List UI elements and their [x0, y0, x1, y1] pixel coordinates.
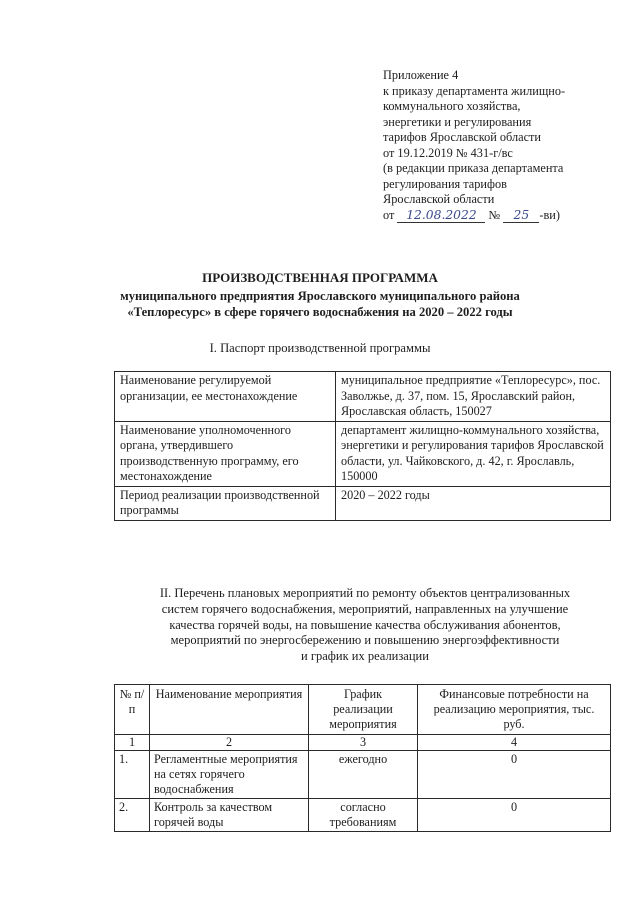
activity-schedule: ежегодно [309, 751, 418, 799]
appendix-line: от 19.12.2019 № 431-г/вс [383, 145, 513, 160]
section-2-heading-line: качества горячей воды, на повышение качества обслуживания абонентов, [169, 617, 561, 632]
passport-value: 2020 – 2022 годы [336, 486, 611, 520]
section-2-heading [105, 586, 625, 665]
row-number: 1. [115, 751, 150, 799]
appendix-line: Ярославской области [383, 192, 495, 206]
appendix-line: (в редакции приказа департамента [383, 161, 564, 175]
activity-cost: 0 [418, 799, 611, 832]
column-numbers-row [115, 735, 611, 751]
column-header-activity: Наименование мероприятия [150, 685, 309, 735]
table-row [115, 751, 611, 799]
table-row [115, 421, 611, 486]
table-header-row [115, 685, 611, 735]
appendix-line: регулирования тарифов [383, 176, 507, 191]
passport-label: Наименование регулируемой организации, ее местонахождение [115, 372, 336, 422]
appendix-block [383, 68, 623, 223]
appendix-line: Приложение 4 [383, 68, 459, 82]
handwritten-date: 12.08.2022 [397, 209, 485, 223]
table-row [115, 486, 611, 520]
appendix-line: тарифов Ярославской области [383, 130, 542, 144]
passport-value: департамент жилищно-коммунального хозяйства, энергетики и регулирования тарифов Ярославской области, ул. Чайковского, д. 42, г. Ярославль, 150000 [336, 421, 611, 486]
activities-table [114, 684, 611, 832]
activity-name: Контроль за качеством горячей воды [150, 799, 309, 832]
program-subtitle-line-1: муниципального предприятия Ярославского муниципального района [120, 289, 520, 303]
handwritten-number: 25 [503, 209, 539, 223]
program-title: ПРОИЗВОДСТВЕННАЯ ПРОГРАММА [202, 270, 438, 285]
passport-value: муниципальное предприятие «Теплоресурс», пос. Заволжье, д. 37, пом. 15, Ярославский район, Ярославская область, 150027 [336, 372, 611, 422]
table-row [115, 799, 611, 832]
activity-cost: 0 [418, 751, 611, 799]
appendix-line: энергетики и регулирования [383, 114, 532, 129]
passport-table [114, 371, 611, 521]
column-header-cost: Финансовые потребности на реализацию мероприятия, тыс. руб. [418, 685, 611, 735]
column-number: 2 [150, 735, 309, 751]
order-suffix: -ви) [539, 207, 560, 222]
column-number: 1 [115, 735, 150, 751]
column-header-schedule: График реализации мероприятия [309, 685, 418, 735]
passport-label: Период реализации производственной программы [115, 486, 336, 520]
column-number: 4 [418, 735, 611, 751]
activity-name: Регламентные мероприятия на сетях горячего водоснабжения [150, 751, 309, 799]
column-header-number: № п/п [115, 685, 150, 735]
column-number: 3 [309, 735, 418, 751]
table-row [115, 372, 611, 422]
row-number: 2. [115, 799, 150, 832]
activity-schedule: согласно требованиям [309, 799, 418, 832]
program-subtitle-line-2: «Теплоресурс» в сфере горячего водоснабжения на 2020 – 2022 годы [127, 305, 513, 319]
passport-label: Наименование уполномоченного органа, утвердившего производственную программу, его местонахождение [115, 421, 336, 486]
appendix-line: к приказу департамента жилищно- [383, 83, 566, 98]
section-2-heading-line: и график их реализации [301, 649, 429, 664]
section-1-heading: I. Паспорт производственной программы [209, 341, 431, 355]
appendix-line: коммунального хозяйства, [383, 99, 521, 113]
section-2-heading-line: мероприятий по энергосбережению и повышению энергоэффективности [170, 633, 560, 648]
section-2-heading-line: систем горячего водоснабжения, мероприятий, направленных на улучшение [161, 601, 569, 616]
appendix-from-prefix: от [383, 207, 395, 222]
appendix-edition-line [383, 208, 623, 224]
number-sign: № [488, 207, 501, 222]
section-2-heading-line: II. Перечень плановых мероприятий по ремонту объектов централизованных [159, 586, 571, 600]
